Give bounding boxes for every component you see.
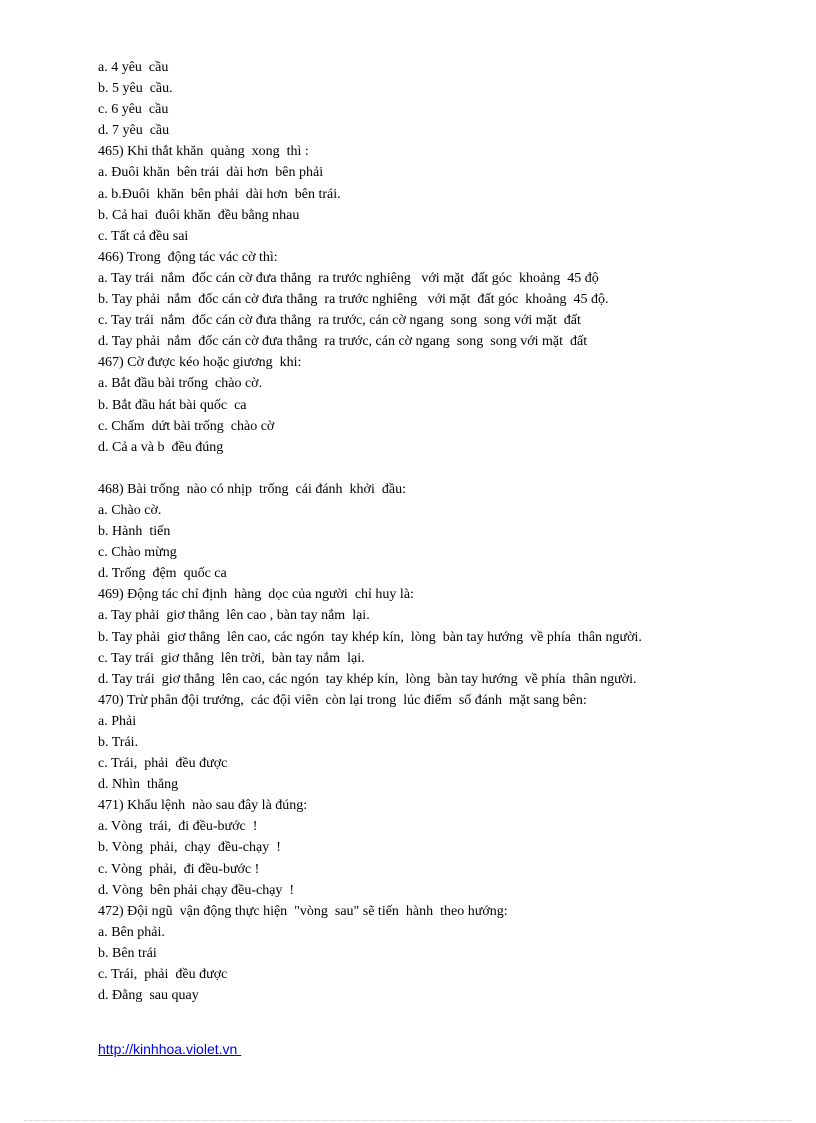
question-466: 466) Trong động tác vác cờ thì: <box>98 249 278 265</box>
text-line: b. Cả hai đuôi khăn đều bằng nhau <box>98 207 300 223</box>
text-line: c. Chào mừng <box>98 545 177 561</box>
text-line: d. 7 yêu cầu <box>98 123 170 139</box>
text-line: a. b.Đuôi khăn bên phải dài hơn bên trái. <box>98 186 341 202</box>
text-line: c. Vòng phải, đi đều-bước ! <box>98 861 260 877</box>
text-line: b. 5 yêu cầu. <box>98 81 173 97</box>
text-line: c. Tay trái giơ thẳng lên trời, bàn tay nắm lại. <box>98 650 365 666</box>
text-line: b. Tay phải giơ thẳng lên cao, các ngón tay khép kín, lòng bàn tay hướng về phía thân người. <box>98 629 642 645</box>
text-line: d. Nhìn thẳng <box>98 777 179 793</box>
text-line: a. Bên phải. <box>98 924 165 940</box>
text-line: c. Trái, phải đều được <box>98 756 228 772</box>
question-465: 465) Khi thắt khăn quàng xong thì : <box>98 144 309 160</box>
text-line: a. 4 yêu cầu <box>98 60 169 75</box>
text-line: d. Cả a và b đều đúng <box>98 439 224 455</box>
text-line: a. Phải <box>98 713 137 729</box>
page-bottom-divider <box>24 1120 792 1121</box>
text-line: d. Đằng sau quay <box>98 988 199 1004</box>
footer-website-link[interactable]: http://kinhhoa.violet.vn <box>98 1041 242 1057</box>
question-469: 469) Động tác chỉ định hàng dọc của người chỉ huy là: <box>98 587 414 603</box>
text-line: c. Trái, phải đều được <box>98 967 228 983</box>
text-line: c. Tay trái nắm đốc cán cờ đưa thẳng ra trước, cán cờ ngang song song với mặt đất <box>98 313 581 329</box>
text-line: b. Vòng phải, chạy đều-chạy ! <box>98 840 281 856</box>
text-line: d. Vòng bên phải chạy đều-chạy ! <box>98 882 295 898</box>
text-line: c. Tất cả đều sai <box>98 228 189 244</box>
question-471: 471) Khẩu lệnh nào sau đây là đúng: <box>98 798 308 814</box>
text-line: a. Vòng trái, đi đều-bước ! <box>98 819 258 835</box>
text-line: a. Bắt đầu bài trống chào cờ. <box>98 376 263 392</box>
text-line: b. Hành tiến <box>98 524 171 540</box>
question-467: 467) Cờ được kéo hoặc giương khi: <box>98 355 302 371</box>
text-line: d. Tay trái giơ thẳng lên cao, các ngón tay khép kín, lòng bàn tay hướng về phía thân người. <box>98 671 637 687</box>
text-line: c. Chấm dứt bài trống chào cờ <box>98 418 275 434</box>
text-line: a. Tay phải giơ thẳng lên cao , bàn tay nắm lại. <box>98 608 370 624</box>
text-line: b. Trái. <box>98 735 139 750</box>
text-line: a. Đuôi khăn bên trái dài hơn bên phải <box>98 165 324 181</box>
question-468: 468) Bài trống nào có nhịp trống cái đánh khởi đầu: <box>98 481 406 497</box>
text-line: b. Bên trái <box>98 945 157 961</box>
text-line: c. 6 yêu cầu <box>98 102 169 118</box>
text-line: b. Bắt đầu hát bài quốc ca <box>98 397 247 413</box>
document-body <box>98 57 798 1006</box>
text-line: a. Chào cờ. <box>98 502 162 518</box>
question-472: 472) Đội ngũ vận động thực hiện "vòng sau" sẽ tiến hành theo hướng: <box>98 903 508 919</box>
text-line: d. Trống đệm quốc ca <box>98 566 227 582</box>
text-line: b. Tay phải nắm đốc cán cờ đưa thẳng ra trước nghiêng với mặt đất góc khoảng 45 độ. <box>98 292 609 308</box>
question-470: 470) Trừ phân đội trưởng, các đội viên còn lại trong lúc điểm số đánh mặt sang bên: <box>98 692 587 708</box>
blank-line <box>98 458 798 479</box>
text-line: a. Tay trái nắm đốc cán cờ đưa thẳng ra trước nghiêng với mặt đất góc khoảng 45 độ <box>98 270 599 286</box>
text-line: d. Tay phải nắm đốc cán cờ đưa thẳng ra trước, cán cờ ngang song song với mặt đất <box>98 334 588 350</box>
